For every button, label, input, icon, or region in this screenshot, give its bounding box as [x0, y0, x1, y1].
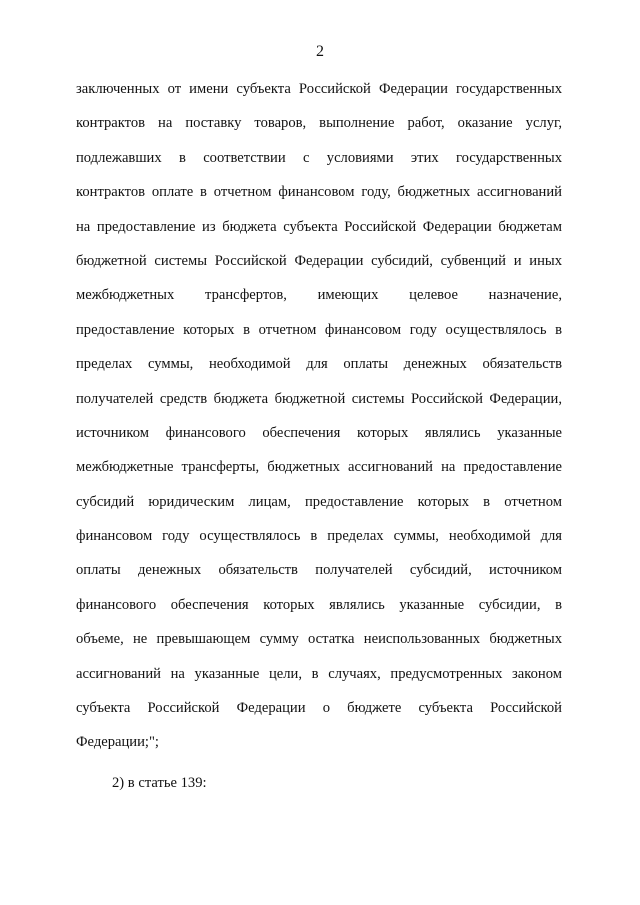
text-line: ассигнований на указанные цели, в случаях, предусмотренных законом: [76, 665, 562, 682]
text-line: бюджетной системы Российской Федерации субсидий, субвенций и иных: [76, 252, 562, 269]
text-line: заключенных от имени субъекта Российской Федерации государственных: [76, 81, 562, 97]
page-number: 2: [316, 43, 324, 60]
text-line: субъекта Российской Федерации о бюджете субъекта Российской: [76, 700, 562, 717]
text-line: оплаты денежных обязательств получателей субсидий, источником: [76, 562, 562, 579]
text-line: контрактов на поставку товаров, выполнение работ, оказание услуг,: [76, 115, 562, 132]
paragraph-text: [76, 79, 562, 767]
text-line: объеме, не превышающем сумму остатка неиспользованных бюджетных: [76, 631, 562, 648]
text-line: получателей средств бюджета бюджетной системы Российской Федерации,: [76, 390, 562, 407]
text-line: финансового обеспечения которых являлись указанные субсидии, в: [76, 596, 562, 613]
text-line: субсидий юридическим лицам, предоставление которых в отчетном: [76, 493, 562, 510]
text-line: контрактов оплате в отчетном финансовом году, бюджетных ассигнований: [76, 184, 562, 201]
list-item: 2) в статье 139:: [112, 775, 207, 791]
text-line: межбюджетных трансфертов, имеющих целевое назначение,: [76, 287, 562, 304]
text-line: пределах суммы, необходимой для оплаты денежных обязательств: [76, 356, 562, 373]
text-line: межбюджетные трансферты, бюджетных ассигнований на предоставление: [76, 459, 562, 476]
text-line: Федерации;";: [76, 734, 159, 751]
text-line: финансовом году осуществлялось в пределах суммы, необходимой для: [76, 528, 562, 545]
text-line: подлежавших в соответствии с условиями этих государственных: [76, 149, 562, 166]
text-line: источником финансового обеспечения которых являлись указанные: [76, 424, 562, 441]
text-line: на предоставление из бюджета субъекта Российской Федерации бюджетам: [76, 218, 562, 235]
text-line: предоставление которых в отчетном финансовом году осуществлялось в: [76, 321, 562, 338]
